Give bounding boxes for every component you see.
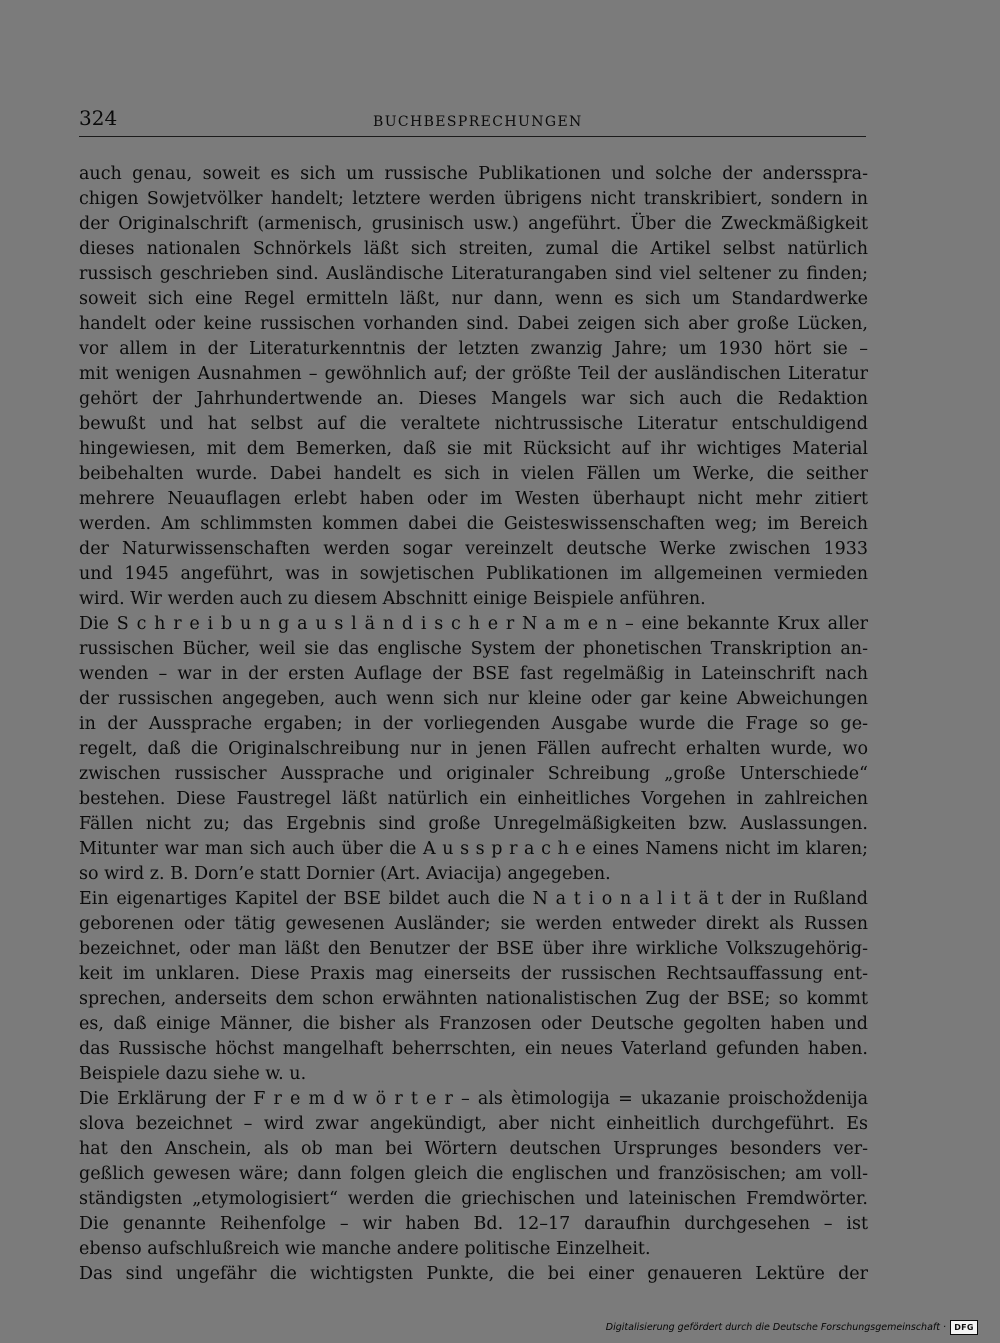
text-line: chigen Sowjetvölker handelt; letztere werden übrigens nicht transkribiert, sondern in xyxy=(79,189,868,209)
text-line: es, daß einige Männer, die bisher als Franzosen oder Deutsche gegolten haben und xyxy=(79,1014,868,1034)
text-line: bezeichnet, oder man läßt den Benutzer der BSE über ihre wirkliche Volkszugehörig- xyxy=(79,939,868,959)
text-line: zwischen russischer Aussprache und originaler Schreibung „große Unterschiede“ xyxy=(79,764,868,784)
text-line: gehört der Jahrhundertwende an. Dieses Mangels war sich auch die Redaktion xyxy=(79,389,868,409)
text-line: beibehalten wurde. Dabei handelt es sich in vielen Fällen um Werke, die seither xyxy=(79,464,868,484)
running-head: BUCHBESPRECHUNGEN xyxy=(373,114,583,130)
dfg-logo: DFG xyxy=(950,1320,978,1335)
text-line: handelt oder keine russischen vorhanden sind. Dabei zeigen sich aber große Lücken, xyxy=(79,314,868,334)
text-line: mehrere Neuauflagen erlebt haben oder im Westen überhaupt nicht mehr zitiert xyxy=(79,489,868,509)
page-header xyxy=(79,106,866,137)
text-line: soweit sich eine Regel ermitteln läßt, nur dann, wenn es sich um Standardwerke xyxy=(79,289,868,309)
text-line: auch genau, soweit es sich um russische Publikationen und solche der andersspra- xyxy=(79,164,868,184)
text-line: so wird z. B. Dorn’e statt Dornier (Art. Aviacija) angegeben. xyxy=(79,864,611,884)
text-line: der Naturwissenschaften werden sogar vereinzelt deutsche Werke zwischen 1933 xyxy=(79,539,868,559)
text-line: dieses nationalen Schnörkels läßt sich streiten, zumal die Artikel selbst natürlich xyxy=(79,239,868,259)
text-line: sprechen, anderseits dem schon erwähnten nationalistischen Zug der BSE; so kommt xyxy=(79,989,868,1009)
text-line: Beispiele dazu siehe w. u. xyxy=(79,1064,307,1084)
text-line: hat den Anschein, als ob man bei Wörtern deutschen Ursprunges besonders ver- xyxy=(79,1139,868,1159)
text-line: bestehen. Diese Faustregel läßt natürlich ein einheitliches Vorgehen in zahlreichen xyxy=(79,789,868,809)
text-line: Die genannte Reihenfolge – wir haben Bd. 12–17 daraufhin durchgesehen – ist xyxy=(79,1214,868,1234)
text-line: bewußt und hat selbst auf die veraltete nichtrussische Literatur entschuldigend xyxy=(79,414,868,434)
text-line: slova bezeichnet – wird zwar angekündigt, aber nicht einheitlich durchgeführt. Es xyxy=(79,1114,868,1134)
text-line: der Originalschrift (armenisch, grusinisch usw.) angeführt. Über die Zweckmäßigkeit xyxy=(79,214,868,234)
text-line: wenden – war in der ersten Auflage der BSE fast regelmäßig in Lateinschrift nach xyxy=(79,664,868,684)
text-line: wird. Wir werden auch zu diesem Abschnitt einige Beispiele anführen. xyxy=(79,589,706,609)
text-line: der russischen angegeben, auch wenn sich nur kleine oder gar keine Abweichungen xyxy=(79,689,868,709)
text-line: ständigsten „etymologisiert“ werden die griechischen und lateinischen Fremdwörter. xyxy=(79,1189,868,1209)
text-line: mit wenigen Ausnahmen – gewöhnlich auf; der größte Teil der ausländischen Literatur xyxy=(79,364,868,384)
text-line: russisch geschrieben sind. Ausländische Literaturangaben sind viel seltener zu finden; xyxy=(79,264,868,284)
text-line: Ein eigenartiges Kapitel der BSE bildet auch die N a t i o n a l i t ä t der in Rußland xyxy=(79,889,868,909)
text-line: Die S c h r e i b u n g a u s l ä n d i s c h e r N a m e n – eine bekannte Krux aller xyxy=(79,614,868,634)
text-line: Mitunter war man sich auch über die A u s s p r a c h e eines Namens nicht im klaren; xyxy=(79,839,868,859)
text-line: ebenso aufschlußreich wie manche andere politische Einzelheit. xyxy=(79,1239,651,1259)
text-line: werden. Am schlimmsten kommen dabei die Geisteswissenschaften weg; im Bereich xyxy=(79,514,868,534)
text-line: geßlich gewesen wäre; dann folgen gleich die englischen und französischen; am voll- xyxy=(79,1164,868,1184)
text-line: hingewiesen, mit dem Bemerken, daß sie mit Rücksicht auf ihr wichtiges Material xyxy=(79,439,868,459)
text-line: das Russische höchst mangelhaft beherrschten, ein neues Vaterland gefunden haben. xyxy=(79,1039,868,1059)
text-line: Das sind ungefähr die wichtigsten Punkte, die bei einer genaueren Lektüre der xyxy=(79,1264,868,1284)
text-line: Fällen nicht zu; das Ergebnis sind große Unregelmäßigkeiten bzw. Auslassungen. xyxy=(79,814,868,834)
text-line: in der Aussprache ergaben; in der vorliegenden Ausgabe wurde die Frage so ge- xyxy=(79,714,868,734)
text-line: und 1945 angeführt, was in sowjetischen Publikationen im allgemeinen vermieden xyxy=(79,564,868,584)
text-line: Die Erklärung der F r e m d w ö r t e r – als ètimologija = ukazanie proischoždenija xyxy=(79,1089,868,1109)
text-line: keit im unklaren. Diese Praxis mag einerseits der russischen Rechtsauffassung ent- xyxy=(79,964,868,984)
text-line: russischen Bücher, weil sie das englische System der phonetischen Transkription an- xyxy=(79,639,868,659)
credit-text: Digitalisierung gefördert durch die Deutsche Forschungsgemeinschaft · xyxy=(605,1322,946,1333)
text-line: vor allem in der Literaturkenntnis der letzten zwanzig Jahre; um 1930 hört sie – xyxy=(79,339,868,359)
text-line: regelt, daß die Originalschreibung nur in jenen Fällen aufrecht erhalten wurde, wo xyxy=(79,739,868,759)
page-number: 324 xyxy=(79,106,118,130)
body-text xyxy=(79,162,868,1287)
digitization-credit xyxy=(606,1320,978,1335)
text-line: geborenen oder tätig gewesenen Ausländer; sie werden entweder direkt als Russen xyxy=(79,914,868,934)
